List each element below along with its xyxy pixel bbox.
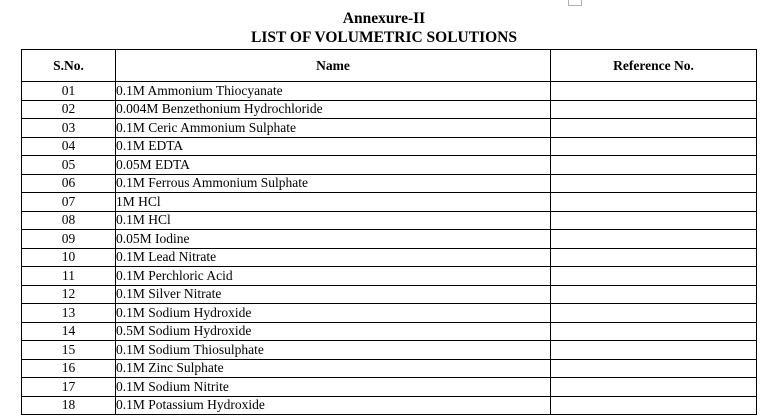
table-row	[22, 119, 757, 138]
cell-sno: 06	[22, 174, 116, 193]
cell-reference	[551, 82, 757, 101]
volumetric-solutions-table	[21, 49, 757, 415]
table-row	[22, 322, 757, 341]
cell-sno: 17	[22, 378, 116, 397]
cell-sno: 16	[22, 359, 116, 378]
page-corner-mark	[568, 0, 582, 6]
table-row	[22, 248, 757, 267]
cell-reference	[551, 174, 757, 193]
cell-sno: 05	[22, 156, 116, 175]
cell-sno: 03	[22, 119, 116, 138]
cell-name: 0.5M Sodium Hydroxide	[116, 322, 551, 341]
cell-reference	[551, 193, 757, 212]
table-row	[22, 174, 757, 193]
table-row	[22, 82, 757, 101]
cell-name: 0.004M Benzethonium Hydrochloride	[116, 100, 551, 119]
cell-reference	[551, 378, 757, 397]
cell-reference	[551, 341, 757, 360]
cell-reference	[551, 285, 757, 304]
cell-reference	[551, 359, 757, 378]
column-header-reference: Reference No.	[551, 50, 757, 82]
cell-name: 0.05M Iodine	[116, 230, 551, 249]
cell-name: 0.1M Ammonium Thiocyanate	[116, 82, 551, 101]
cell-name: 0.1M Ferrous Ammonium Sulphate	[116, 174, 551, 193]
cell-reference	[551, 119, 757, 138]
table-row	[22, 341, 757, 360]
table-row	[22, 193, 757, 212]
table-row	[22, 378, 757, 397]
cell-name: 0.05M EDTA	[116, 156, 551, 175]
cell-reference	[551, 267, 757, 286]
cell-name: 0.1M Lead Nitrate	[116, 248, 551, 267]
cell-sno: 01	[22, 82, 116, 101]
cell-reference	[551, 304, 757, 323]
annexure-title: Annexure-II	[342, 10, 426, 27]
cell-name: 0.1M Ceric Ammonium Sulphate	[116, 119, 551, 138]
cell-reference	[551, 396, 757, 415]
table-header-row	[22, 50, 757, 82]
cell-sno: 04	[22, 137, 116, 156]
cell-name: 0.1M EDTA	[116, 137, 551, 156]
cell-sno: 18	[22, 396, 116, 415]
cell-name: 0.1M Sodium Hydroxide	[116, 304, 551, 323]
cell-name: 0.1M Perchloric Acid	[116, 267, 551, 286]
cell-reference	[551, 230, 757, 249]
table-row	[22, 100, 757, 119]
cell-sno: 15	[22, 341, 116, 360]
cell-reference	[551, 137, 757, 156]
cell-reference	[551, 100, 757, 119]
cell-name: 0.1M Zinc Sulphate	[116, 359, 551, 378]
cell-sno: 02	[22, 100, 116, 119]
table-body	[22, 82, 757, 415]
cell-name: 0.1M Sodium Nitrite	[116, 378, 551, 397]
table-row	[22, 211, 757, 230]
list-title: LIST OF VOLUMETRIC SOLUTIONS	[251, 29, 517, 46]
cell-reference	[551, 156, 757, 175]
cell-sno: 10	[22, 248, 116, 267]
table-row	[22, 156, 757, 175]
cell-name: 0.1M Silver Nitrate	[116, 285, 551, 304]
cell-sno: 14	[22, 322, 116, 341]
cell-sno: 12	[22, 285, 116, 304]
column-header-sno: S.No.	[22, 50, 116, 82]
table-row	[22, 359, 757, 378]
table-row	[22, 396, 757, 415]
cell-name: 0.1M Potassium Hydroxide	[116, 396, 551, 415]
cell-name: 0.1M HCl	[116, 211, 551, 230]
cell-sno: 09	[22, 230, 116, 249]
cell-sno: 07	[22, 193, 116, 212]
cell-reference	[551, 322, 757, 341]
cell-sno: 11	[22, 267, 116, 286]
cell-name: 1M HCl	[116, 193, 551, 212]
table-row	[22, 267, 757, 286]
table-row	[22, 230, 757, 249]
column-header-name: Name	[116, 50, 551, 82]
cell-sno: 08	[22, 211, 116, 230]
cell-sno: 13	[22, 304, 116, 323]
table-row	[22, 285, 757, 304]
cell-name: 0.1M Sodium Thiosulphate	[116, 341, 551, 360]
cell-reference	[551, 248, 757, 267]
table-row	[22, 137, 757, 156]
table-row	[22, 304, 757, 323]
cell-reference	[551, 211, 757, 230]
